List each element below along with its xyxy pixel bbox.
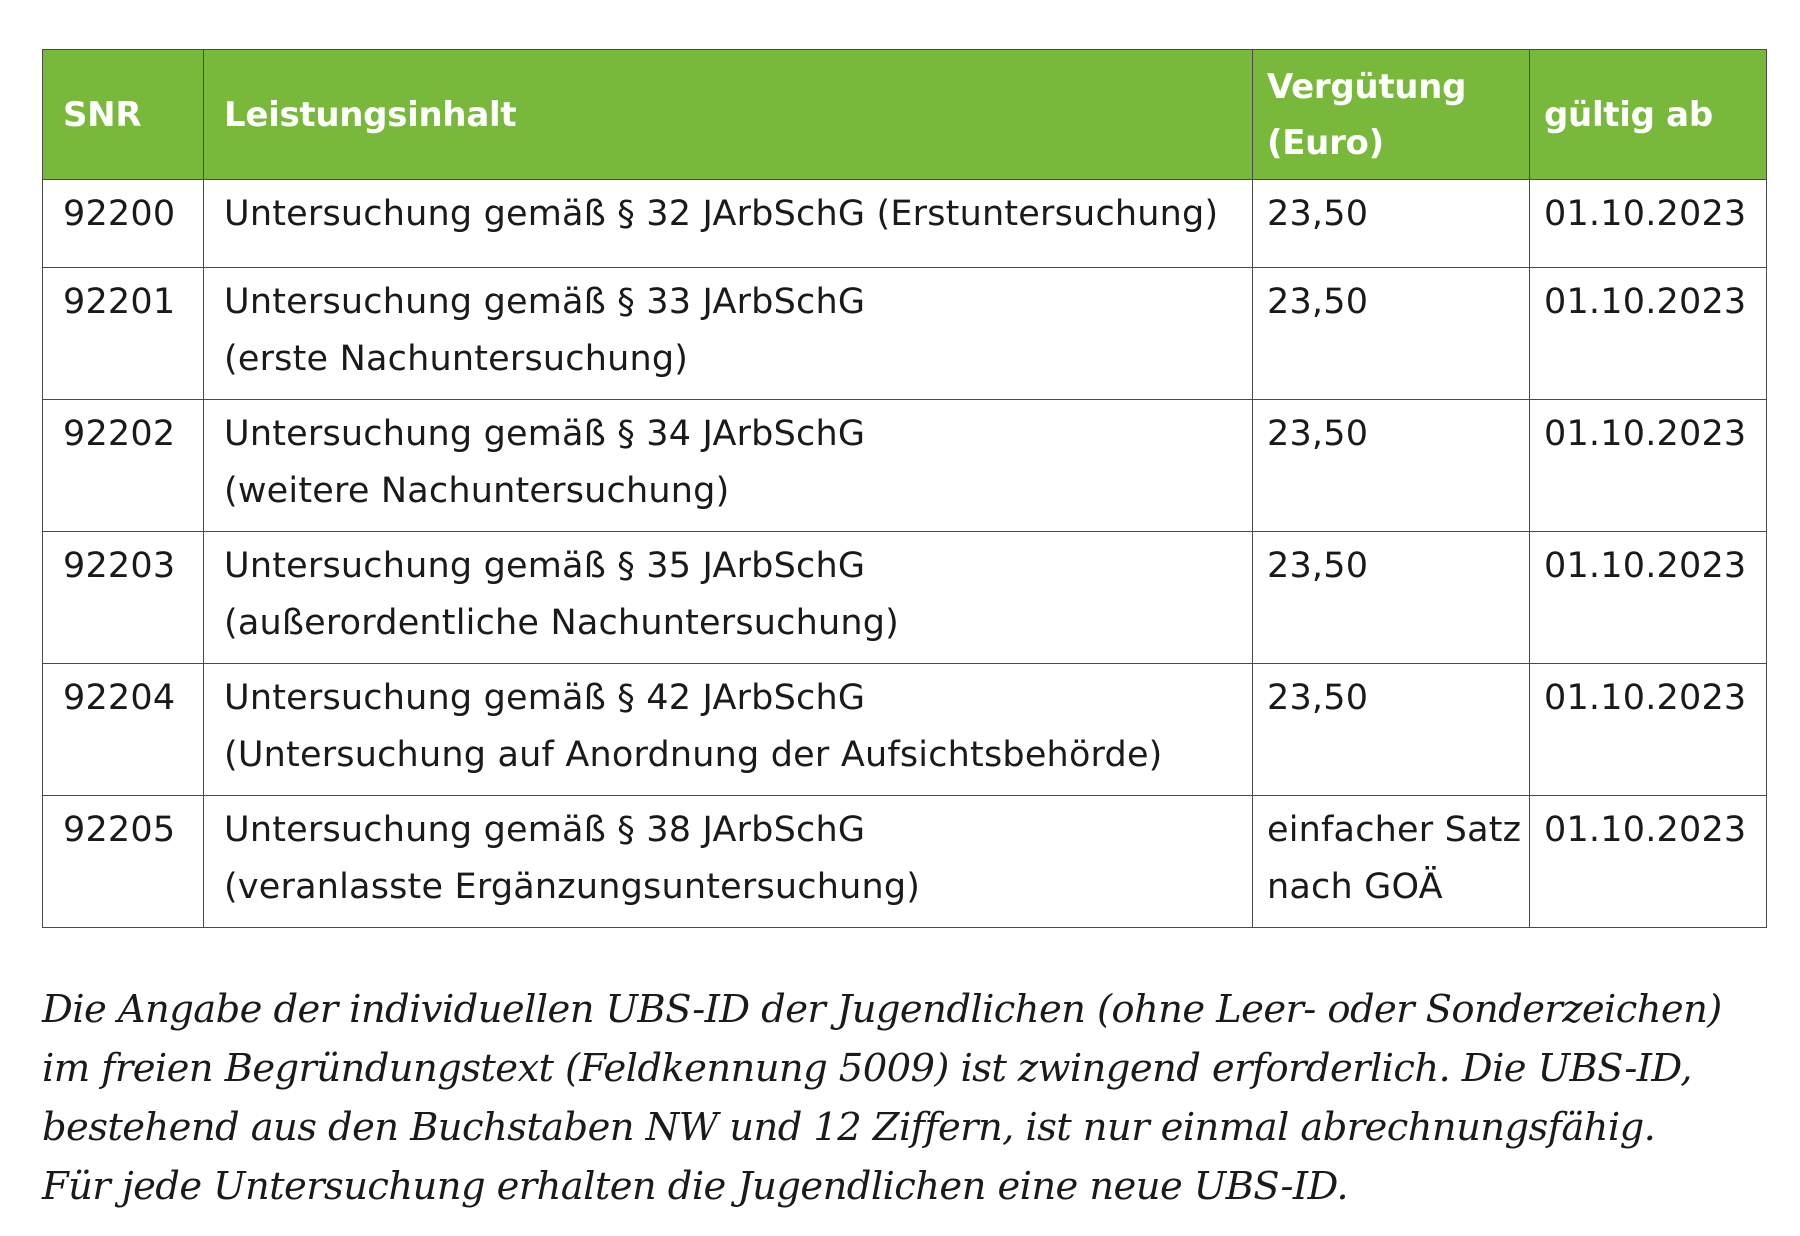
cell-leistungsinhalt-line: Untersuchung gemäß § 32 JArbSchG (Erstuntersuchung) [224,194,1219,234]
table-body [43,180,1767,928]
cell-verguetung-line: nach GOÄ [1267,867,1443,907]
cell-leistungsinhalt [204,664,1253,796]
footnote-line: Die Angabe der individuellen UBS-ID der Jugendlichen (ohne Leer- oder Sonderzeichen) [42,987,1722,1032]
cell-leistungsinhalt [204,400,1253,532]
footnote-paragraph [42,980,1782,1216]
cell-gueltig-ab: 01.10.2023 [1530,400,1767,532]
cell-verguetung [1253,268,1530,400]
cell-verguetung-line: einfacher Satz [1267,810,1522,850]
cell-leistungsinhalt-line: Untersuchung gemäß § 34 JArbSchG [224,414,866,454]
cell-leistungsinhalt [204,796,1253,928]
cell-verguetung-line: 23,50 [1267,414,1369,454]
header-gueltig-ab: gültig ab [1530,50,1767,180]
header-verguetung-line: Vergütung [1267,66,1467,107]
header-snr: SNR [43,50,204,180]
cell-snr: 92200 [43,180,204,268]
cell-gueltig-ab: 01.10.2023 [1530,268,1767,400]
cell-verguetung-line: 23,50 [1267,194,1369,234]
cell-gueltig-ab: 01.10.2023 [1530,796,1767,928]
table-row [43,664,1767,796]
cell-gueltig-ab: 01.10.2023 [1530,532,1767,664]
footnote-line: bestehend aus den Buchstaben NW und 12 Ziffern, ist nur einmal abrechnungsfähig. [42,1105,1656,1150]
cell-snr: 92201 [43,268,204,400]
table-header [43,50,1767,180]
cell-leistungsinhalt-line: (veranlasste Ergänzungsuntersuchung) [224,867,921,907]
cell-leistungsinhalt-line: Untersuchung gemäß § 33 JArbSchG [224,282,866,322]
header-leistungsinhalt: Leistungsinhalt [204,50,1253,180]
cell-snr: 92202 [43,400,204,532]
table-row [43,400,1767,532]
cell-leistungsinhalt-line: (außerordentliche Nachuntersuchung) [224,603,900,643]
cell-verguetung [1253,664,1530,796]
fee-table-container [42,49,1766,928]
cell-leistungsinhalt-line: (erste Nachuntersuchung) [224,339,689,379]
cell-snr: 92203 [43,532,204,664]
cell-verguetung-line: 23,50 [1267,678,1369,718]
cell-leistungsinhalt-line: (weitere Nachuntersuchung) [224,471,730,511]
cell-snr: 92204 [43,664,204,796]
table-row [43,532,1767,664]
cell-gueltig-ab: 01.10.2023 [1530,664,1767,796]
cell-leistungsinhalt [204,532,1253,664]
cell-gueltig-ab: 01.10.2023 [1530,180,1767,268]
table-row [43,796,1767,928]
cell-snr: 92205 [43,796,204,928]
cell-leistungsinhalt [204,180,1253,268]
header-row [43,50,1767,180]
footnote-line: im freien Begründungstext (Feldkennung 5009) ist zwingend erforderlich. Die UBS-ID, [42,1046,1692,1091]
table-row [43,268,1767,400]
cell-verguetung [1253,532,1530,664]
footnote-line: Für jede Untersuchung erhalten die Jugendlichen eine neue UBS-ID. [42,1164,1349,1209]
header-verguetung-line: (Euro) [1267,122,1384,163]
cell-leistungsinhalt-line: Untersuchung gemäß § 42 JArbSchG [224,678,866,718]
fee-table [42,49,1767,928]
cell-leistungsinhalt-line: Untersuchung gemäß § 38 JArbSchG [224,810,866,850]
cell-verguetung-line: 23,50 [1267,282,1369,322]
table-row [43,180,1767,268]
cell-leistungsinhalt-line: Untersuchung gemäß § 35 JArbSchG [224,546,866,586]
cell-leistungsinhalt [204,268,1253,400]
cell-verguetung [1253,400,1530,532]
header-verguetung [1253,50,1530,180]
cell-verguetung [1253,796,1530,928]
cell-verguetung-line: 23,50 [1267,546,1369,586]
cell-verguetung [1253,180,1530,268]
cell-leistungsinhalt-line: (Untersuchung auf Anordnung der Aufsichtsbehörde) [224,735,1163,775]
